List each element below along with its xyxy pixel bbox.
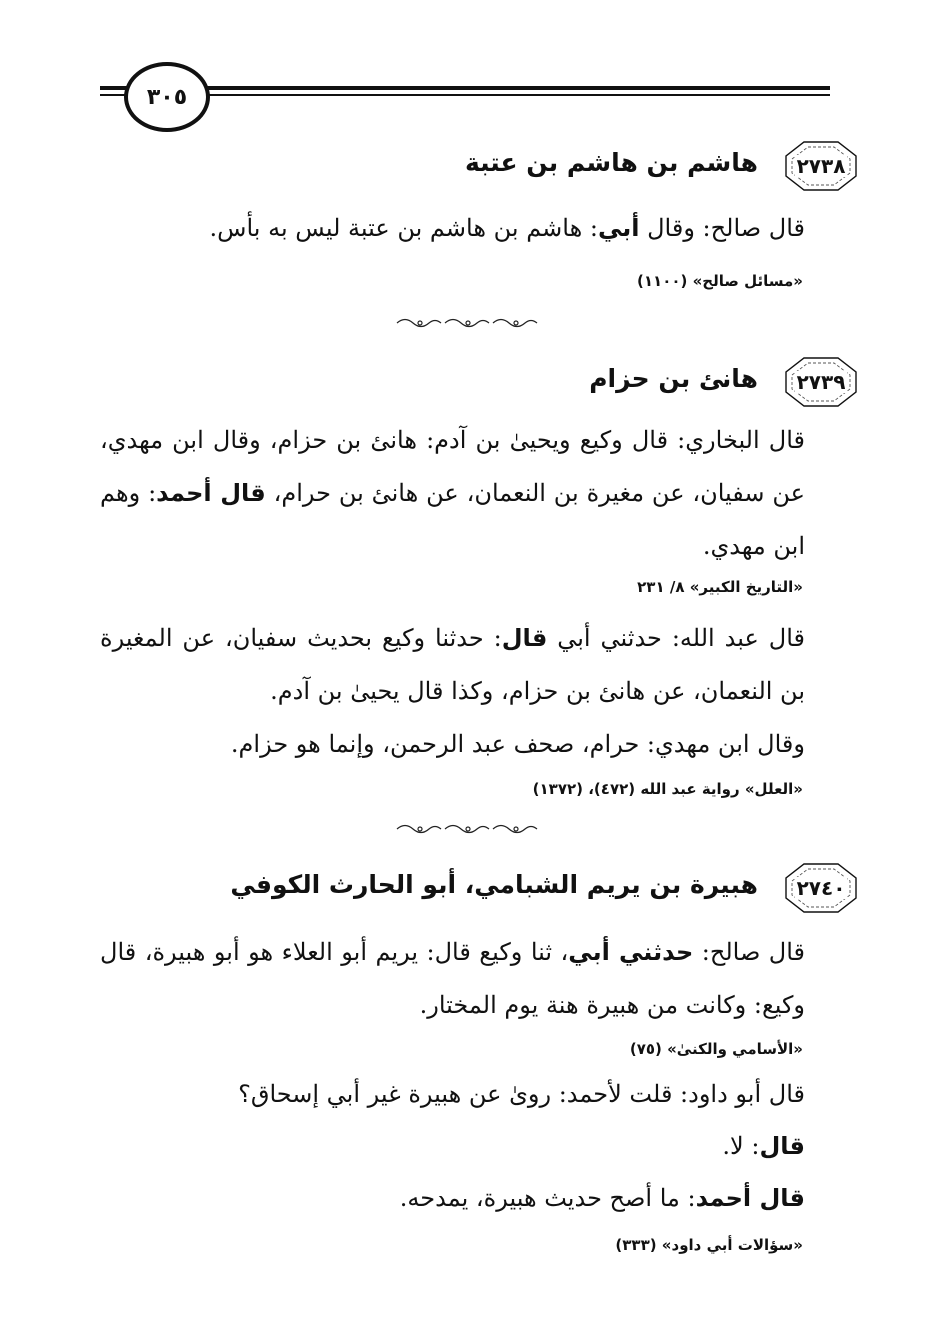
entry-paragraph: [100, 1172, 805, 1225]
entry-paragraph: قال أبو داود: قلت لأحمد: روىٰ عن هبيرة غير أبي إسحاق؟: [238, 1080, 805, 1108]
source-citation: «الأسامي والكنىٰ» (٧٥): [629, 1040, 803, 1058]
entry-paragraph: [100, 414, 805, 573]
entry-heading: [98, 140, 858, 196]
entry-number: ٢٧٣٨: [796, 154, 846, 178]
text-run: ، ثنا وكيع قال: يريم أبو العلاء هو أبو هبيرة، قال وكيع: وكانت من هبيرة هنة يوم المختار.: [100, 938, 805, 1019]
entry-heading: [98, 356, 858, 412]
entry-paragraph: [100, 612, 805, 718]
entry-number-badge: [784, 862, 858, 914]
page-number: ٣٠٥: [124, 62, 210, 132]
text-run: قال عبد الله: حدثني أبي: [547, 624, 805, 652]
floral-divider-icon: [395, 822, 540, 836]
text-run: : حدثنا وكيع بحديث سفيان، عن المغيرة بن النعمان، عن هانئ بن حزام، وكذا قال يحيىٰ بن آدم.: [100, 624, 805, 705]
source-citation: «سؤالات أبي داود» (٣٣٣): [615, 1236, 803, 1254]
floral-divider-icon: [395, 316, 540, 330]
text-run: : وهم ابن مهدي.: [100, 479, 805, 560]
source-citation: «العلل» رواية عبد الله (٤٧٢)، (١٣٧٢): [532, 780, 803, 798]
text-run: قال صالح:: [693, 938, 806, 966]
entry-title: هانئ بن حزام: [589, 364, 758, 393]
text-run: : لا.: [722, 1132, 760, 1160]
entry-paragraph: وقال ابن مهدي: حرام، صحف عبد الرحمن، وإنما هو حزام.: [230, 730, 805, 758]
entry-paragraph: [100, 926, 805, 1032]
source-citation: «مسائل صالح» (١١٠٠): [637, 272, 803, 290]
bold-run: قال أحمد: [156, 479, 266, 507]
entry-paragraph: [100, 202, 805, 255]
entry-number-badge: [784, 356, 858, 408]
entry-heading: [98, 862, 858, 918]
text-run: : هاشم بن هاشم بن عتبة ليس به بأس.: [209, 214, 598, 242]
header-rule-thin: [160, 94, 830, 96]
page-header: [100, 58, 830, 138]
entry-number-badge: [784, 140, 858, 192]
bold-run: حدثني أبي: [568, 938, 694, 966]
text-run: : ما أصح حديث هبيرة، يمدحه.: [399, 1184, 696, 1212]
bold-run: قال: [501, 624, 548, 652]
text-run: قال البخاري: قال وكيع ويحيىٰ بن آدم: هانئ بن حزام، وقال ابن مهدي، عن سفيان، عن مغيرة بن النعمان، عن هانئ بن حرام،: [100, 426, 805, 507]
bold-run: قال أحمد: [695, 1184, 805, 1212]
header-rule: [160, 86, 830, 90]
entry-paragraph: [100, 1120, 805, 1173]
entry-title: هاشم بن هاشم بن عتبة: [464, 148, 758, 177]
entry-number: ٢٧٤٠: [796, 876, 846, 900]
text-run: قال صالح: وقال: [639, 214, 805, 242]
bold-run: قال: [759, 1132, 805, 1160]
bold-run: أبي: [597, 214, 640, 242]
entry-title: هبيرة بن يريم الشبامي، أبو الحارث الكوفي: [230, 870, 758, 899]
source-citation: «التاريخ الكبير» ٨/ ٢٣١: [637, 578, 803, 596]
entry-number: ٢٧٣٩: [796, 370, 846, 394]
